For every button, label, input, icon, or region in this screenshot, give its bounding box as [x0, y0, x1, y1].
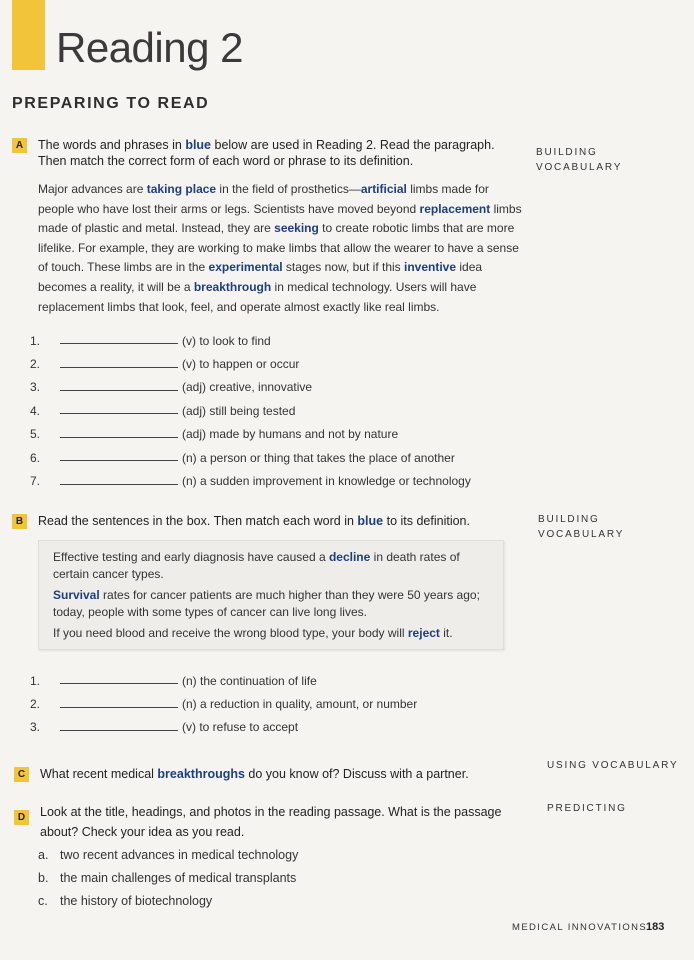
item-definition: (adj) creative, innovative: [182, 380, 313, 395]
exercise-a-instructions: The words and phrases in blue below are used in Reading 2. Read the paragraph. Then match the correct form of each word or phrase to its definition.: [38, 138, 495, 168]
item-number: 3.: [30, 720, 41, 735]
box-sentence: [53, 587, 493, 620]
exercise-c-badge: C: [14, 767, 29, 782]
answer-option[interactable]: [38, 844, 298, 867]
vocabulary-word: taking place: [146, 182, 217, 196]
exercise-b-instructions: Read the sentences in the box. Then match each word in blue to its definition.: [38, 514, 470, 528]
item-definition: (adj) still being tested: [182, 403, 296, 418]
page-number: 183: [646, 921, 665, 933]
answer-blank[interactable]: [60, 683, 178, 684]
match-item: [30, 446, 471, 469]
item-definition: (adj) made by humans and not by nature: [182, 427, 399, 442]
answer-blank[interactable]: [60, 484, 178, 485]
answer-blank[interactable]: [60, 390, 178, 391]
vocabulary-word: breakthrough: [193, 279, 272, 294]
answer-blank[interactable]: [60, 367, 178, 368]
match-item: [30, 352, 471, 375]
match-item: [30, 423, 471, 446]
item-definition: (v) to refuse to accept: [182, 720, 299, 735]
paragraph-text: limbs made of plastic and metal. Instead, they are: [38, 201, 522, 236]
answer-option[interactable]: [38, 867, 298, 890]
box-sentence: [53, 625, 493, 642]
vocabulary-word: replacement: [419, 201, 491, 216]
match-item: [30, 399, 471, 422]
exercise-a-blue-word: blue: [185, 138, 212, 152]
paragraph-text: limbs made for people who have lost their arms or legs. Scientists have moved beyond: [38, 182, 489, 216]
option-letter: b.: [38, 871, 49, 885]
item-number: 3.: [30, 380, 41, 395]
match-item: [30, 376, 471, 399]
exercise-c-skill-tag: USING VOCABULARY: [547, 760, 679, 771]
footer-chapter-label: MEDICAL INNOVATIONS: [512, 922, 648, 933]
match-item: [30, 329, 471, 352]
match-item: [30, 716, 417, 739]
answer-option[interactable]: [38, 890, 298, 913]
item-definition: (v) to look to find: [182, 333, 271, 348]
vocabulary-word: seeking: [274, 221, 319, 236]
item-number: 1.: [30, 673, 41, 688]
exercise-b-sentence-box: [38, 540, 504, 650]
vocabulary-word: inventive: [404, 260, 457, 275]
option-text: two recent advances in medical technology: [60, 848, 299, 862]
paragraph-text: in the field of prosthetics—: [216, 182, 361, 196]
box-sentence: [53, 549, 493, 582]
vocabulary-word: reject: [407, 626, 440, 640]
exercise-b-badge: B: [12, 514, 27, 529]
paragraph-text: in death rates of certain cancer types.: [53, 550, 460, 581]
answer-blank[interactable]: [60, 413, 178, 414]
item-definition: (n) a sudden improvement in knowledge or technology: [182, 474, 471, 489]
vocabulary-word: artificial: [360, 182, 407, 196]
section-heading: PREPARING TO READ: [12, 95, 210, 112]
vocabulary-word: Survival: [53, 588, 100, 602]
paragraph-text: to create robotic limbs that are more lifelike. For example, they are working to make limbs that allow the wearer to have a sense of touch. These limbs are in the: [38, 221, 519, 275]
paragraph-text: idea becomes a reality, it will be a: [38, 260, 483, 294]
answer-blank[interactable]: [60, 460, 178, 461]
item-number: 2.: [30, 697, 41, 712]
item-number: 6.: [30, 450, 41, 465]
paragraph-text: Effective testing and early diagnosis have caused a: [53, 550, 329, 564]
option-text: the main challenges of medical transplants: [60, 871, 297, 885]
paragraph-text: If you need blood and receive the wrong blood type, your body will: [53, 626, 408, 640]
exercise-a-skill-tag: BUILDING VOCABULARY: [536, 147, 623, 173]
exercise-d-skill-tag: PREDICTING: [547, 803, 627, 814]
title-accent-bar: [12, 0, 45, 70]
item-number: 4.: [30, 403, 41, 418]
item-number: 1.: [30, 333, 41, 348]
paragraph-text: in medical technology. Users will have replacement limbs that look, feel, and operate almost exactly like real limbs.: [38, 279, 477, 314]
exercise-c-instructions: What recent medical breakthroughs do you know of? Discuss with a partner.: [40, 767, 469, 781]
item-number: 5.: [30, 427, 41, 442]
match-item: [30, 669, 417, 692]
item-definition: (n) a person or thing that takes the place of another: [182, 450, 455, 465]
item-definition: (n) the continuation of life: [182, 673, 317, 688]
option-letter: a.: [38, 848, 49, 862]
exercise-a-badge: A: [12, 138, 27, 153]
exercise-b-skill-tag: BUILDING VOCABULARY: [538, 514, 625, 540]
option-text: the history of biotechnology: [60, 894, 213, 908]
vocabulary-word: experimental: [208, 260, 283, 275]
option-letter: c.: [38, 894, 48, 908]
paragraph-text: Major advances are: [38, 182, 147, 196]
answer-blank[interactable]: [60, 343, 178, 344]
answer-blank[interactable]: [60, 730, 178, 731]
paragraph-text: stages now, but if this: [282, 260, 404, 275]
item-definition: (v) to happen or occur: [182, 357, 300, 372]
match-item: [30, 692, 417, 715]
answer-blank[interactable]: [60, 707, 178, 708]
paragraph-text: it.: [439, 626, 453, 640]
match-item: [30, 469, 471, 492]
vocabulary-word: decline: [328, 550, 371, 564]
exercise-d-badge: D: [14, 810, 29, 825]
page-title: Reading 2: [56, 24, 243, 71]
exercise-b-blue-word: blue: [357, 514, 384, 528]
exercise-d-options: [38, 844, 298, 913]
exercise-d-instructions: Look at the title, headings, and photos in the reading passage. What is the passage about? Check your idea as you read.: [40, 805, 502, 839]
item-number: 7.: [30, 474, 41, 489]
exercise-a-paragraph: [38, 180, 528, 317]
exercise-b-match-list: [30, 669, 417, 739]
answer-blank[interactable]: [60, 437, 178, 438]
exercise-a-match-list: [30, 329, 471, 493]
exercise-c-blue-word: breakthroughs: [157, 767, 245, 781]
paragraph-text: rates for cancer patients are much higher than they were 50 years ago; today, people with some types of cancer can live long lives.: [53, 588, 480, 619]
item-number: 2.: [30, 357, 41, 372]
item-definition: (n) a reduction in quality, amount, or number: [182, 697, 418, 712]
